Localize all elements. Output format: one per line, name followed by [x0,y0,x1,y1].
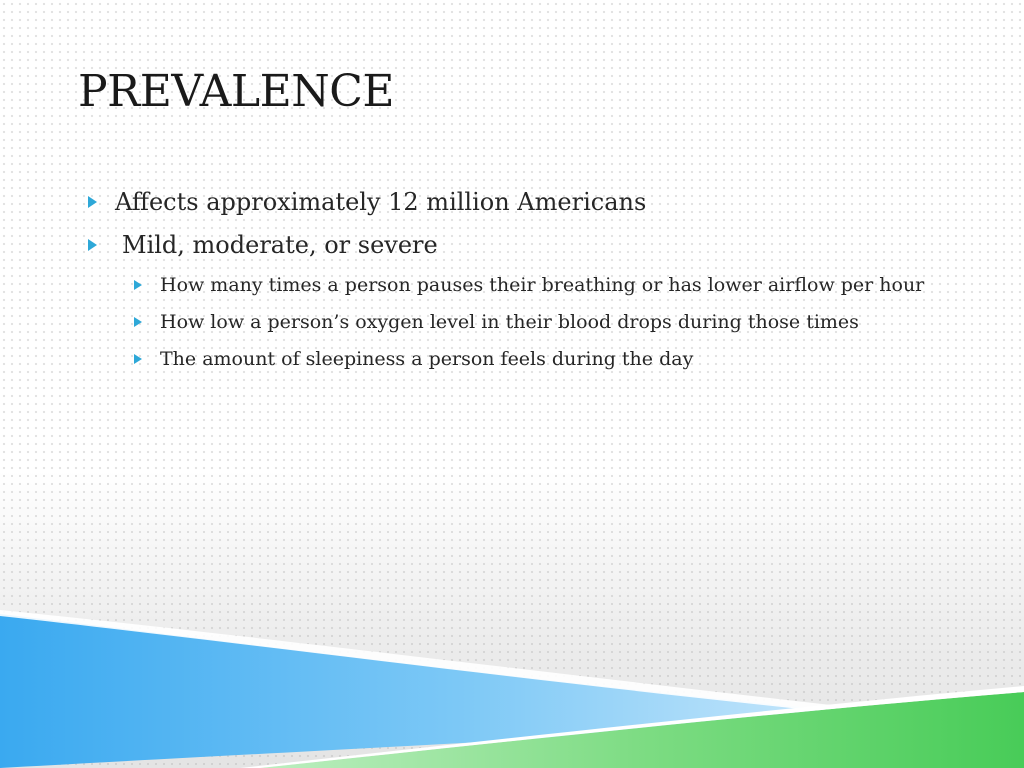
triangle-bullet-icon [134,354,142,364]
bullet-list [88,186,948,383]
bullet-text: Affects approximately 12 million Americans [115,188,647,216]
bullet-item-severity [88,229,948,261]
sub-bullet-item [88,272,948,299]
sub-bullet-item [88,309,948,336]
triangle-bullet-icon [88,239,97,251]
bullet-text: Mild, moderate, or severe [122,231,438,259]
triangle-bullet-icon [88,196,97,208]
triangle-bullet-icon [134,280,142,290]
triangle-bullet-icon [134,317,142,327]
sub-bullet-text: The amount of sleepiness a person feels during the day [160,348,694,370]
slide-title: PREVALENCE [78,66,395,117]
sub-bullet-text: How low a person’s oxygen level in their blood drops during those times [160,311,859,333]
sub-bullet-item [88,346,948,373]
sub-bullet-text: How many times a person pauses their breathing or has lower airflow per hour [160,274,925,296]
bullet-item-prevalence [88,186,948,218]
